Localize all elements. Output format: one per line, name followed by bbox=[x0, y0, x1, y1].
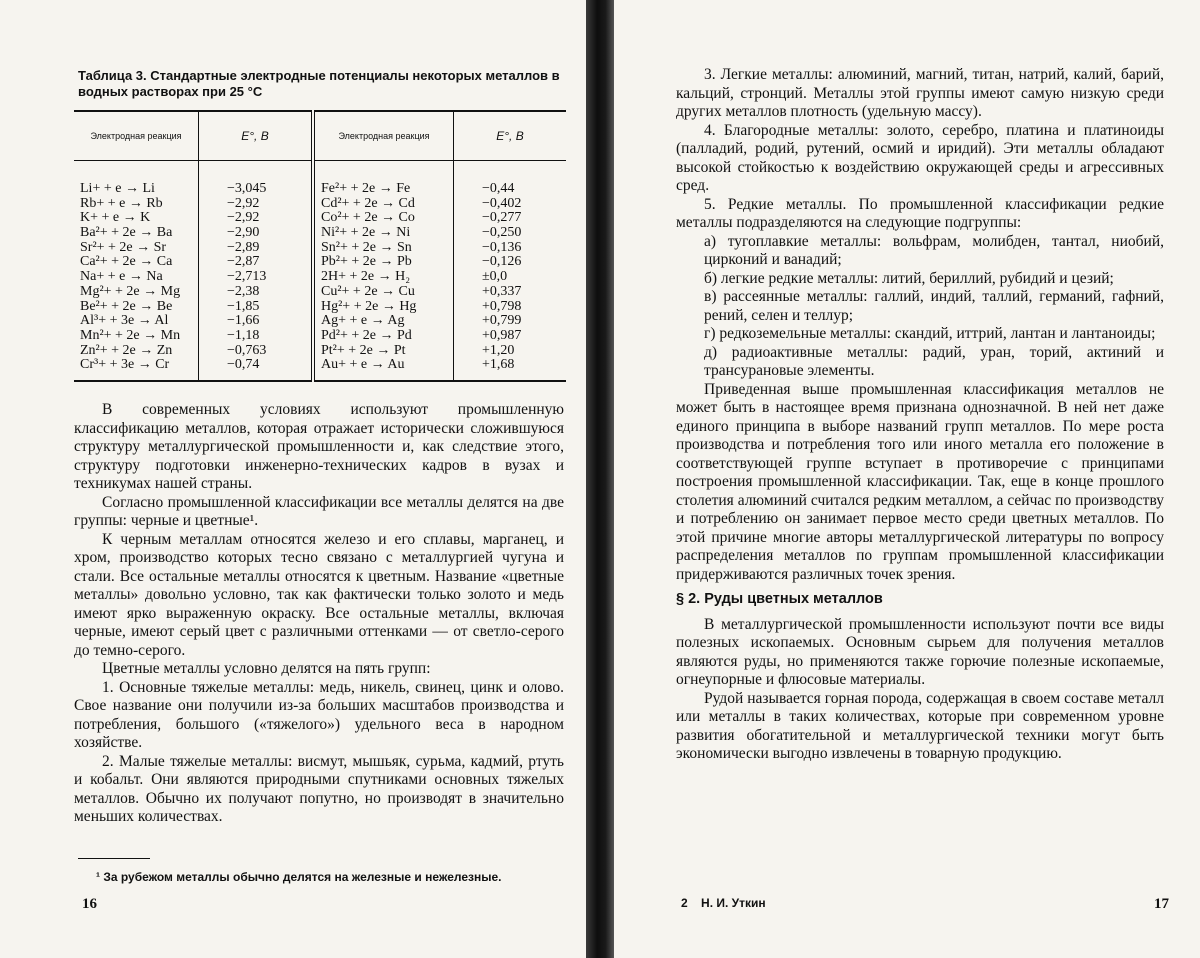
printer-signature bbox=[681, 896, 776, 910]
paragraph: 4. Благородные металлы: золото, серебро, платина и платиноиды (палладий, родий, рутений, осмий и иридий). Эти металлы обладают высокой стойкостью к воздействию окружающей среды и агрессивных сред. bbox=[676, 121, 1164, 194]
page-number: 16 bbox=[82, 896, 97, 912]
table-cell: −0,277 bbox=[482, 210, 522, 226]
table-header-potential: E°, В bbox=[199, 111, 314, 161]
table-cell: Mn²+ + 2e → Mn bbox=[80, 327, 181, 343]
book-gutter bbox=[586, 0, 614, 958]
list-item: б) легкие редкие металлы: литий, бериллий, рубидий и цезий; bbox=[704, 269, 1114, 287]
list-item: в) рассеянные металлы: галлий, индий, таллий, германий, гафний, рений, селен и теллур; bbox=[704, 288, 1164, 324]
table-cell: Li+ + e → Li bbox=[80, 181, 155, 196]
table-cell: −2,92 bbox=[227, 210, 260, 226]
table-cell: −1,85 bbox=[227, 298, 260, 314]
table-cell: +0,337 bbox=[482, 283, 522, 299]
table-cell: Na+ + e → Na bbox=[80, 269, 163, 285]
paragraph: Цветные металлы условно делятся на пять групп: bbox=[102, 660, 431, 677]
table-cell: +1,20 bbox=[482, 342, 515, 358]
table-cell: +0,798 bbox=[482, 298, 522, 314]
footnote: ¹ За рубежом металлы обычно делятся на железные и нежелезные. bbox=[96, 870, 502, 884]
table-cell: Cd²+ + 2e → Cd bbox=[321, 195, 415, 211]
table-cell: −2,90 bbox=[227, 225, 260, 241]
table-header-reaction: Электродная реакция bbox=[74, 111, 199, 161]
table-cell: −2,92 bbox=[227, 195, 260, 211]
table-cell: Sn²+ + 2e → Sn bbox=[321, 239, 412, 255]
signature-number: 2 bbox=[681, 896, 688, 910]
reaction-column-left bbox=[74, 161, 199, 381]
table-caption: Таблица 3. Стандартные электродные потенциалы некоторых металлов в водных растворах при 25 °С bbox=[78, 68, 560, 99]
paragraph: В современных условиях используют промышленную классификацию металлов, которая отражает исторически сложившуюся структуру металлургической промышленности и, как следствие этого, структуру подготовки инженерно-технических кадров в вузах и техникумах нашей страны. bbox=[74, 401, 564, 492]
table-cell: −0,250 bbox=[482, 225, 522, 241]
table-cell: Cu²+ + 2e → Cu bbox=[321, 283, 415, 299]
table-cell: Sr²+ + 2e → Sr bbox=[80, 239, 167, 255]
left-body-text bbox=[74, 401, 564, 827]
table-cell: Au+ + e → Au bbox=[321, 357, 405, 373]
table-cell: Zn²+ + 2e → Zn bbox=[80, 342, 173, 358]
signature-name: Н. И. Уткин bbox=[701, 896, 766, 910]
reaction-column-right bbox=[313, 161, 454, 381]
paragraph: Рудой называется горная порода, содержащая в своем составе металл или металлы в таких количествах, которые при современном уровне развития обогатительной и металлургической техники могут быть экономически выгодно извлечены в товарную продукцию. bbox=[676, 689, 1164, 762]
table-cell: Fe²+ + 2e → Fe bbox=[321, 181, 411, 196]
list-item: г) редкоземельные металлы: скандий, иттрий, лантан и лантаноиды; bbox=[704, 325, 1156, 342]
paragraph: Согласно промышленной классификации все металлы делятся на две группы: черные и цветные¹. bbox=[74, 493, 564, 529]
table-cell: −0,74 bbox=[227, 357, 260, 373]
table-cell: −2,38 bbox=[227, 283, 260, 299]
table-cell: Ca²+ + 2e → Ca bbox=[80, 254, 173, 270]
paragraph: 1. Основные тяжелые металлы: медь, никель, свинец, цинк и олово. Свое название они получили из-за больших масштабов производства и потребления, большого («тяжелого») удельного веса в народном хозяйстве. bbox=[74, 678, 564, 751]
table-cell: +0,987 bbox=[482, 327, 522, 343]
footnote-rule bbox=[78, 858, 150, 859]
electrode-potentials-table bbox=[74, 110, 566, 382]
section-heading: § 2. Руды цветных металлов bbox=[676, 591, 883, 607]
table-header-potential: E°, В bbox=[454, 111, 567, 161]
page-number: 17 bbox=[1154, 896, 1169, 912]
table-cell: Ag+ + e → Ag bbox=[321, 313, 405, 329]
paragraph: В металлургической промышленности используют почти все виды полезных ископаемых. Основным сырьем для получения металлов являются руды, но применяются также горючие полезные ископаемые, огнеупорные и флюсовые материалы. bbox=[676, 615, 1164, 688]
table-cell: +1,68 bbox=[482, 357, 515, 373]
table-cell: ±0,0 bbox=[482, 269, 508, 285]
table-cell: Be²+ + 2e → Be bbox=[80, 298, 173, 314]
table-cell: Cr³+ + 3e → Cr bbox=[80, 357, 170, 373]
table-cell: +0,799 bbox=[482, 313, 522, 329]
paragraph: К черным металлам относятся железо и его сплавы, марганец, и хром, производство которых тесно связано с металлургией чугуна и стали. Все остальные металлы относятся к цветным. Название «цветные металлы» довольно условно, так как фактически только золото и медь имеют ярко выраженную окраску. Все остальные металлы, включая черные, имеют серый цвет с различными оттенками — от светло-серого до темно-серого. bbox=[74, 530, 564, 659]
paragraph: 5. Редкие металлы. По промышленной классификации редкие металлы подразделяются на следующие подгруппы: bbox=[676, 195, 1164, 231]
table-cell: Al³+ + 3e → Al bbox=[80, 313, 169, 329]
table-cell: −0,136 bbox=[482, 239, 522, 255]
table-cell: −2,89 bbox=[227, 239, 260, 255]
table-cell: −0,402 bbox=[482, 195, 522, 211]
table-cell: Hg²+ + 2e → Hg bbox=[321, 298, 417, 314]
table-cell: Mg²+ + 2e → Mg bbox=[80, 283, 181, 299]
paragraph: Приведенная выше промышленная классификация металлов не может быть в настоящее время признана однозначной. В ней нет даже единого принципа в выборе названий групп металлов. По мере роста производства и потребления того или иного металла его положение в соответствующей группе вступает в противоречие с принципами построения промышленной классификации. Так, еще в конце прошлого столетия алюминий считался редким металлом, а сейчас по производству и потреблению он занимает первое место среди цветных металлов. По этой причине многие авторы металлургической литературы по вопросу распределения металлов по группам промышленной классификации придерживаются различных точек зрения. bbox=[676, 380, 1164, 583]
table-cell: Ba²+ + 2e → Ba bbox=[80, 225, 173, 241]
table-cell: Pb²+ + 2e → Pb bbox=[321, 254, 412, 270]
table-cell: Pd²+ + 2e → Pd bbox=[321, 327, 412, 343]
paragraph: 3. Легкие металлы: алюминий, магний, титан, натрий, калий, барий, кальций, стронций. Металлы этой группы имеют самую низкую среди других металлов плотность (удельную массу). bbox=[676, 66, 1164, 120]
list-item: д) радиоактивные металлы: радий, уран, торий, актиний и трансурановые элементы. bbox=[704, 343, 1164, 379]
table-cell: 2H+ + 2e → H₂ bbox=[321, 269, 411, 285]
right-body-text bbox=[676, 66, 1164, 764]
table-cell: Rb+ + e → Rb bbox=[80, 195, 163, 211]
table-cell: −0,763 bbox=[227, 342, 267, 358]
table-cell: −0,44 bbox=[482, 181, 515, 196]
table-cell: −2,713 bbox=[227, 269, 267, 285]
table-cell: Ni²+ + 2e → Ni bbox=[321, 225, 411, 241]
table-cell: −3,045 bbox=[227, 181, 267, 196]
table-cell: K+ + e → K bbox=[80, 210, 151, 226]
paragraph: 2. Малые тяжелые металлы: висмут, мышьяк, сурьма, кадмий, ртуть и кобальт. Они являются природными спутниками основных тяжелых металлов. Обычно их получают попутно, но производят в значительно меньших количествах. bbox=[74, 752, 564, 825]
table-cell: −0,126 bbox=[482, 254, 522, 270]
list-item: а) тугоплавкие металлы: вольфрам, молибден, тантал, ниобий, цирконий и ванадий; bbox=[704, 232, 1164, 268]
table-cell: Pt²+ + 2e → Pt bbox=[321, 342, 406, 358]
table-header-reaction: Электродная реакция bbox=[313, 111, 454, 161]
left-page bbox=[0, 0, 586, 958]
table-cell: Co²+ + 2e → Co bbox=[321, 210, 415, 226]
table-cell: −1,18 bbox=[227, 327, 260, 343]
potential-column-right bbox=[454, 161, 567, 381]
table-cell: −1,66 bbox=[227, 313, 260, 329]
table-cell: −2,87 bbox=[227, 254, 260, 270]
potential-column-left bbox=[199, 161, 314, 381]
